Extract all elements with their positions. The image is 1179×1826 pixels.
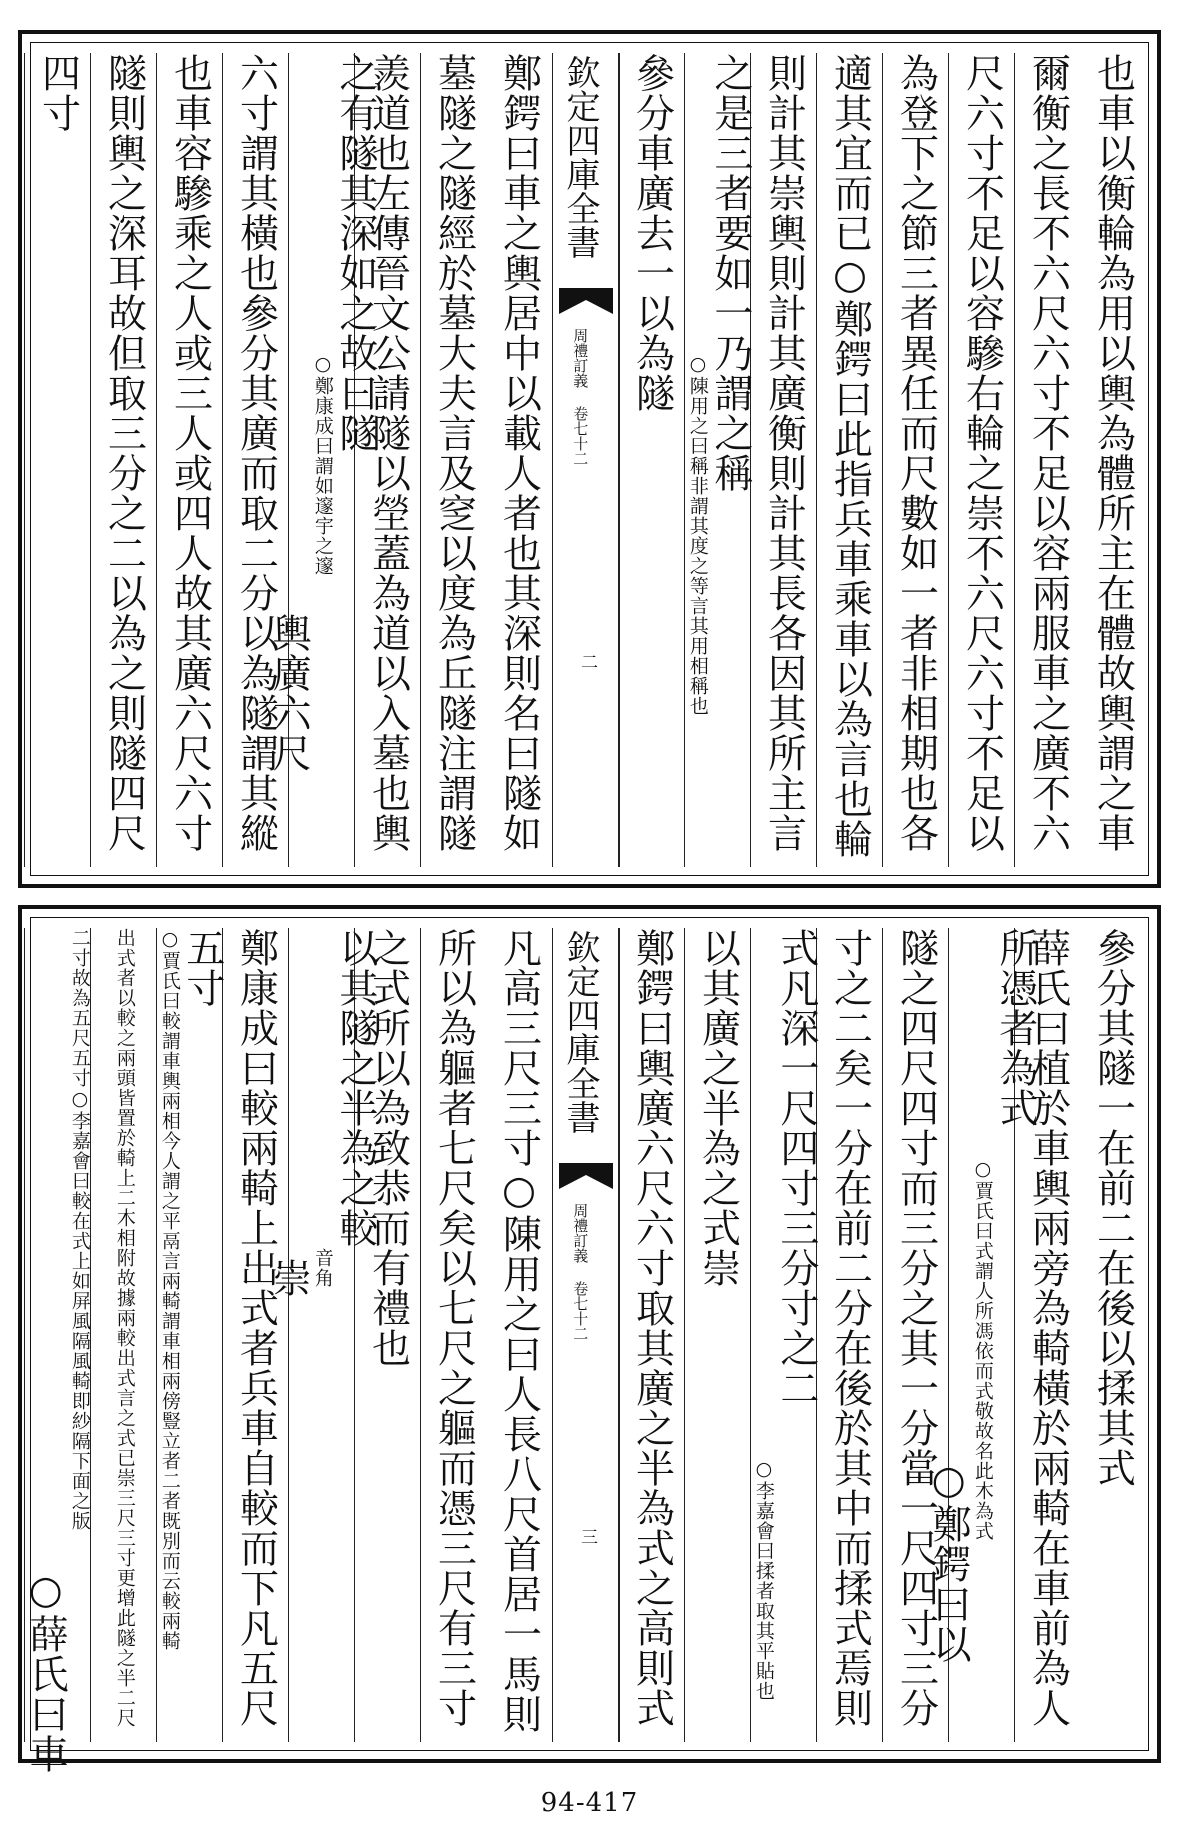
column-text: 爾衡之長不六尺六寸不足以容兩服車之廣不六 (1025, 53, 1071, 853)
text-column (948, 53, 1015, 867)
column-text: 六寸謂其橫也參分其廣而取二分以為隧謂其縱 (233, 53, 279, 853)
page-number: 94-417 (540, 1788, 639, 1818)
commentary-note: ○鄭康成曰謂如邃宇之邃 (311, 353, 334, 576)
column-text: 之式所以為致恭而有禮也 (365, 928, 411, 1368)
column-text: ○鄭鍔曰以 (926, 1458, 972, 1664)
fishtail-mark-icon (559, 1163, 613, 1189)
bottom-page-frame (23, 917, 1149, 1774)
commentary-note: 出式者以較之兩頭皆置於輢上二木相附故據兩較出式言之式已崇三尺三寸更增此隧之半二尺 (113, 928, 136, 1728)
top-page (18, 30, 1161, 888)
text-column (1080, 928, 1146, 1742)
column-text: 四寸 (35, 53, 81, 133)
column-text: 以其廣之半為之式崇 (695, 928, 741, 1288)
column-text: 之是三者要如一乃謂之稱 (707, 53, 753, 493)
center-fold (552, 53, 620, 867)
column-text: 尺六寸不足以容驂右輪之崇不六尺六寸不足以 (959, 53, 1005, 853)
top-page-frame (30, 42, 1149, 876)
text-column (222, 53, 289, 867)
column-text: 適其宜而已○鄭鍔曰此指兵車乘車以為言也輪 (827, 53, 873, 859)
text-column (222, 928, 289, 1742)
column-text: 所以為軀者七尺矣以七尺之軀而憑三尺有三寸 (431, 928, 477, 1728)
text-column (618, 53, 685, 867)
bottom-page (18, 905, 1161, 1774)
volume-label: 周禮訂義 卷七十二 (571, 328, 590, 466)
text-column (420, 928, 487, 1742)
column-text: 崇 (266, 1258, 312, 1298)
text-column (23, 928, 91, 1774)
text-column (926, 928, 1038, 1742)
text-column (90, 53, 157, 867)
text-column (684, 53, 751, 867)
book-title: 欽定四庫全書 (560, 930, 600, 1134)
column-text: 鄭康成曰較兩輢上出式者兵車自較而下凡五尺 (233, 928, 279, 1728)
text-column (486, 928, 552, 1742)
folio-number: 二 (577, 653, 597, 670)
column-text: 寸之二矣一分在前二分在後於其中而揉式焉則 (827, 928, 873, 1728)
text-column (90, 928, 157, 1742)
column-text: 則計其崇輿則計其廣衡則計其長各因其所主言 (761, 53, 807, 853)
column-text: 薛氏曰植於車輿兩旁為輢橫於兩輢在車前為人 (1025, 928, 1071, 1728)
commentary-note: ○李嘉會曰揉者取其平貼也 (752, 1458, 775, 1701)
volume-label: 周禮訂義 卷七十二 (571, 1203, 590, 1341)
text-column (1014, 53, 1081, 867)
text-column (750, 928, 817, 1742)
commentary-note: 音角 (311, 1248, 334, 1288)
text-column (24, 53, 91, 867)
column-text: 之有隧其深如之故曰隧 (332, 53, 378, 453)
text-column (156, 928, 223, 1742)
text-column (1080, 53, 1146, 867)
text-column (266, 928, 378, 1742)
column-text: 隧則輿之深耳故但取三分之二以為之則隧四尺 (101, 53, 147, 853)
column-text: 所憑者為式 (992, 928, 1038, 1128)
text-column (618, 928, 685, 1742)
text-column (882, 53, 949, 867)
column-text: 式凡深一尺四寸三分寸之二 (773, 928, 819, 1408)
commentary-note: ○賈氏曰式謂人所馮依而式敬故名此木為式 (971, 1158, 994, 1541)
book-title: 欽定四庫全書 (560, 55, 600, 259)
column-text: 輿廣六尺 (266, 613, 312, 773)
text-column (750, 53, 817, 867)
text-column (156, 53, 223, 867)
center-fold (552, 928, 620, 1742)
column-text: 墓隧之隧經於墓大夫言及窆以度為丘隧注謂隧 (431, 53, 477, 853)
column-text: 參分其隧一在前二在後以揉其式 (1090, 928, 1136, 1488)
column-text: 以其隧之半為之較 (332, 928, 378, 1248)
fishtail-mark-icon (559, 288, 613, 314)
text-column (816, 928, 883, 1742)
text-column (684, 928, 751, 1742)
column-text: 參分車廣去一以為隧 (629, 53, 675, 413)
text-column (486, 53, 552, 867)
text-column (266, 53, 378, 867)
text-column (420, 53, 487, 867)
column-text: 凡高三尺三寸○陳用之曰人長八尺首居一馬則 (496, 928, 542, 1734)
column-text: 隧之四尺四寸而三分之其一分當一尺四寸三分 (893, 928, 939, 1728)
commentary-note: ○賈氏曰較謂車輿兩相今人謂之平鬲言兩輢謂車相兩傍豎立者二者既別而云較兩輢 (158, 928, 181, 1651)
commentary-note: ○陳用之曰稱非謂其度之等言其用相稱也 (686, 353, 709, 716)
column-text: ○薛氏曰車 (23, 1568, 69, 1774)
folio-number: 三 (577, 1528, 597, 1545)
text-column (816, 53, 883, 867)
column-text: 鄭鍔曰車之輿居中以載人者也其深則名曰隧如 (496, 53, 542, 853)
column-text: 羨道也左傳晉文公請隧以塋蓋為道以入墓也輿 (365, 53, 411, 853)
column-text: 鄭鍔曰輿廣六尺六寸取其廣之半為式之高則式 (629, 928, 675, 1728)
text-column (882, 928, 949, 1742)
column-text: 為登下之節三者異任而尺數如一者非相期也各 (893, 53, 939, 853)
commentary-note: 二寸故為五尺五寸○李嘉會曰較在式上如屏風隔風輢即紗隔下面之版 (68, 928, 91, 1531)
column-text: 五寸 (179, 928, 225, 1008)
column-text: 也車以衡輪為用以輿為體所主在體故輿謂之車 (1090, 53, 1136, 853)
column-text: 也車容驂乘之人或三人或四人故其廣六尺六寸 (167, 53, 213, 853)
